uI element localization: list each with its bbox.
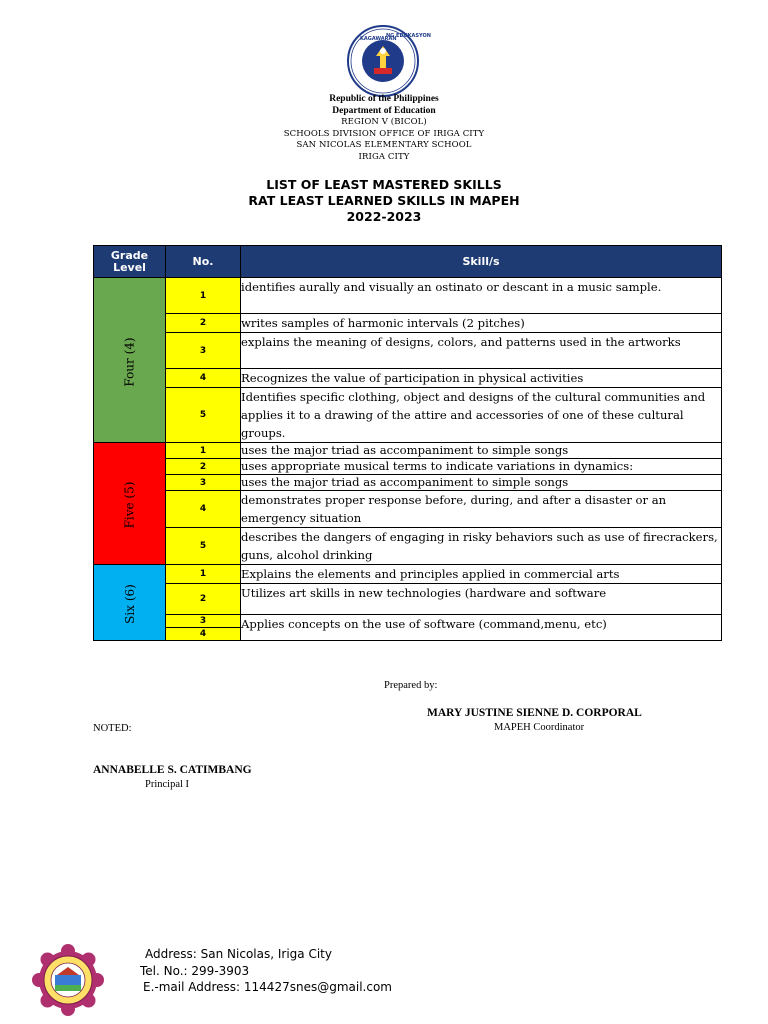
skill-text: uses the major triad as accompaniment to simple songs	[241, 475, 722, 491]
row-number: 3	[166, 333, 241, 369]
city-line: IRIGA CITY	[358, 151, 410, 162]
title-line-2: RAT LEAST LEARNED SKILLS IN MAPEH	[248, 193, 520, 208]
preparer-name: MARY JUSTINE SIENNE D. CORPORAL	[427, 707, 642, 719]
footer-contact	[138, 946, 392, 996]
skill-text: identifies aurally and visually an ostinato or descant in a music sample.	[241, 278, 722, 314]
division-line: SCHOOLS DIVISION OFFICE OF IRIGA CITY	[283, 128, 485, 139]
skill-text: explains the meaning of designs, colors, and patterns used in the artworks	[241, 333, 722, 369]
principal-name: ANNABELLE S. CATIMBANG	[93, 764, 252, 776]
table-row	[94, 278, 722, 314]
row-number: 1	[166, 443, 241, 459]
table-row	[94, 565, 722, 584]
row-number: 2	[166, 459, 241, 475]
table-row	[94, 491, 722, 528]
grade-six-cell	[94, 565, 166, 641]
skill-text: writes samples of harmonic intervals (2 pitches)	[241, 314, 722, 333]
prepared-by-label: Prepared by:	[384, 680, 438, 691]
row-number: 4	[166, 491, 241, 528]
svg-text:KAGAWARAN: KAGAWARAN	[360, 36, 397, 42]
grade-label: Five (5)	[122, 481, 137, 529]
row-number: 5	[166, 388, 241, 443]
table-header-row	[94, 246, 722, 278]
table-row	[94, 388, 722, 443]
department-line: Department of Education	[332, 105, 436, 116]
table-row	[94, 615, 722, 628]
principal-title: Principal I	[145, 779, 190, 790]
table-row	[94, 314, 722, 333]
row-number: 5	[166, 528, 241, 565]
row-number: 3	[166, 615, 241, 628]
noted-label: NOTED:	[93, 723, 132, 734]
row-number: 1	[166, 278, 241, 314]
school-line: SAN NICOLAS ELEMENTARY SCHOOL	[296, 140, 472, 150]
table-row	[94, 528, 722, 565]
table-row	[94, 369, 722, 388]
footer-address: Address: San Nicolas, Iriga City	[145, 947, 332, 961]
title-line-1: LIST OF LEAST MASTERED SKILLS	[266, 177, 502, 192]
skill-text: uses appropriate musical terms to indicate variations in dynamics:	[241, 459, 722, 475]
table-row	[94, 459, 722, 475]
grade-label: Four (4)	[122, 336, 137, 387]
skill-text: describes the dangers of engaging in risky behaviors such as use of firecrackers, guns, alcohol drinking	[241, 528, 722, 565]
row-number: 4	[166, 628, 241, 641]
header-skills: Skill/s	[241, 246, 722, 278]
skill-text: uses the major triad as accompaniment to simple songs	[241, 443, 722, 459]
row-number: 2	[166, 584, 241, 615]
footer-tel: Tel. No.: 299-3903	[140, 963, 250, 978]
table-row	[94, 475, 722, 491]
skill-text: Applies concepts on the use of software (command,menu, etc)	[241, 615, 722, 641]
grade-label: Six (6)	[122, 584, 137, 624]
table-row	[94, 584, 722, 615]
row-number: 1	[166, 565, 241, 584]
table-row	[94, 443, 722, 459]
header-grade-level: Grade Level	[94, 246, 166, 278]
row-number: 2	[166, 314, 241, 333]
document-title	[0, 177, 768, 225]
table-row	[94, 333, 722, 369]
skill-text: Identifies specific clothing, object and designs of the cultural communities and applies it to a drawing of the attire and accessories of one of these cultural groups.	[241, 388, 722, 443]
row-number: 3	[166, 475, 241, 491]
skill-text: Utilizes art skills in new technologies (hardware and software	[241, 584, 722, 615]
skill-text: Recognizes the value of participation in physical activities	[241, 369, 722, 388]
row-number: 4	[166, 369, 241, 388]
region-line: REGION V (BICOL)	[341, 117, 427, 127]
deped-seal-logo	[346, 24, 431, 98]
republic-line: Republic of the Philippines	[329, 94, 439, 104]
title-line-3: 2022-2023	[346, 209, 422, 224]
grade-four-cell	[94, 278, 166, 443]
skill-text: Explains the elements and principles applied in commercial arts	[241, 565, 722, 584]
svg-text:NG EDUKASYON: NG EDUKASYON	[386, 33, 431, 39]
grade-five-cell	[94, 443, 166, 565]
school-logo	[33, 945, 103, 1015]
footer-email: E.-mail Address: 114427snes@gmail.com	[143, 980, 392, 994]
skill-text: demonstrates proper response before, during, and after a disaster or an emergency situation	[241, 491, 722, 528]
skills-table	[93, 245, 722, 641]
header-no: No.	[166, 246, 241, 278]
preparer-title: MAPEH Coordinator	[494, 722, 585, 733]
